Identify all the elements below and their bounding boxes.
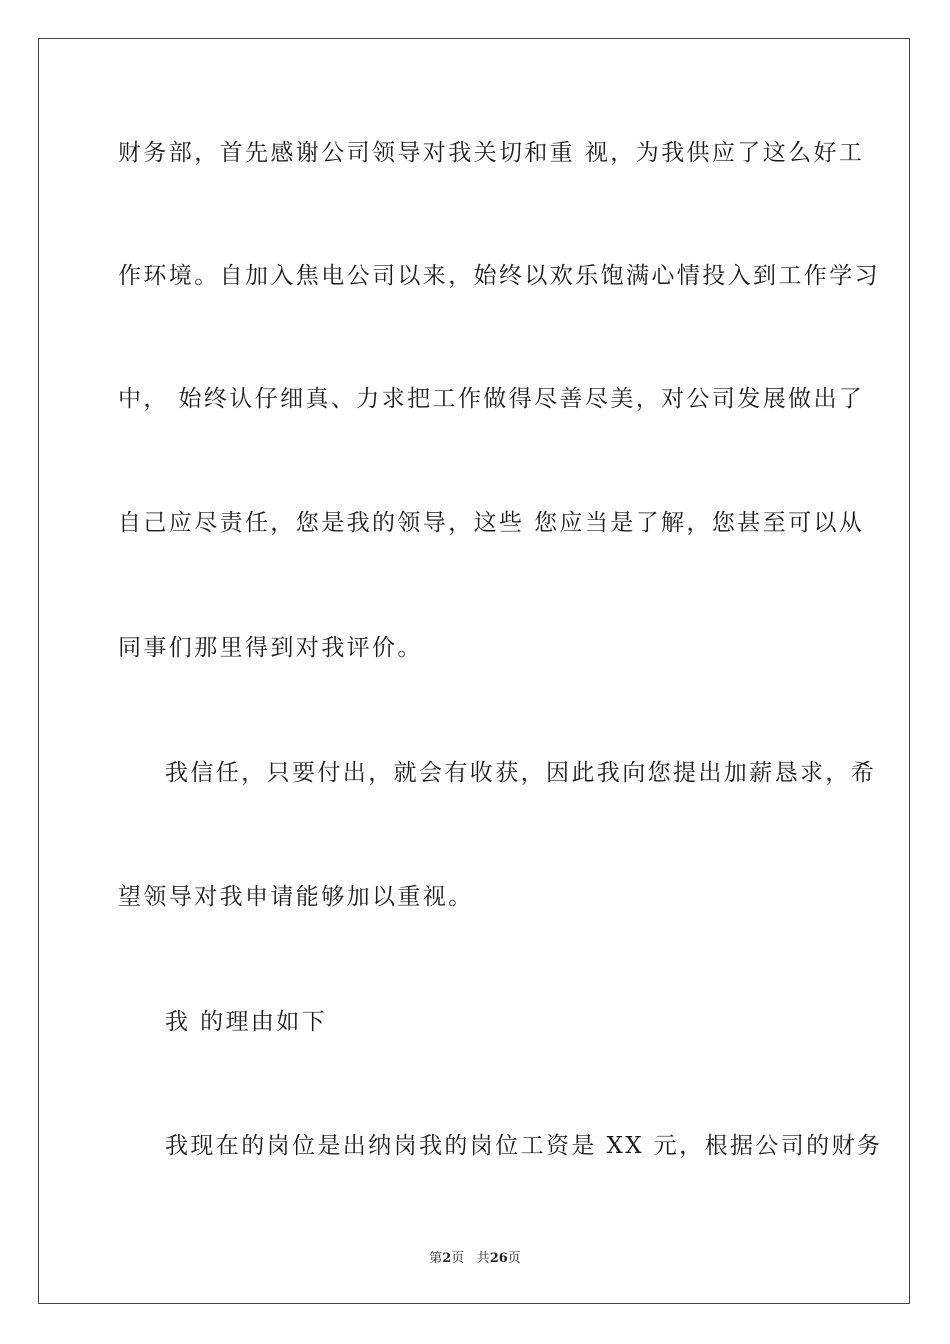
page-prefix: 第 — [429, 1251, 443, 1266]
page-number: 2 — [442, 1251, 452, 1266]
body-line-1: 财务部，首先感谢公司领导对我关切和重 视，为我供应了这么好工 — [118, 140, 865, 166]
body-line-3: 中， 始终认仔细真、力求把工作做得尽善尽美，对公司发展做出了 — [118, 386, 865, 412]
page-border — [38, 38, 910, 1304]
body-line-7: 望领导对我申请能够加以重视。 — [118, 884, 474, 910]
page-footer — [0, 1247, 950, 1266]
body-line-4: 自己应尽责任，您是我的领导，这些 您应当是了解，您甚至可以从 — [118, 510, 865, 536]
body-line-5: 同事们那里得到对我评价。 — [118, 635, 423, 661]
body-line-9: 我现在的岗位是出纳岗我的岗位工资是 XX 元，根据公司的财务 — [165, 1133, 883, 1159]
body-line-6: 我信任，只要付出，就会有收获，因此我向您提出加薪恳求，希 — [165, 760, 877, 786]
total-pages: 26 — [489, 1251, 508, 1266]
total-suffix: 页 — [507, 1251, 521, 1266]
page-suffix: 页 — [451, 1251, 465, 1266]
body-line-2: 作环境。自加入焦电公司以来，始终以欢乐饱满心情投入到工作学习 — [118, 263, 880, 289]
total-prefix: 共 — [476, 1251, 490, 1266]
body-line-8: 我 的理由如下 — [165, 1009, 328, 1035]
